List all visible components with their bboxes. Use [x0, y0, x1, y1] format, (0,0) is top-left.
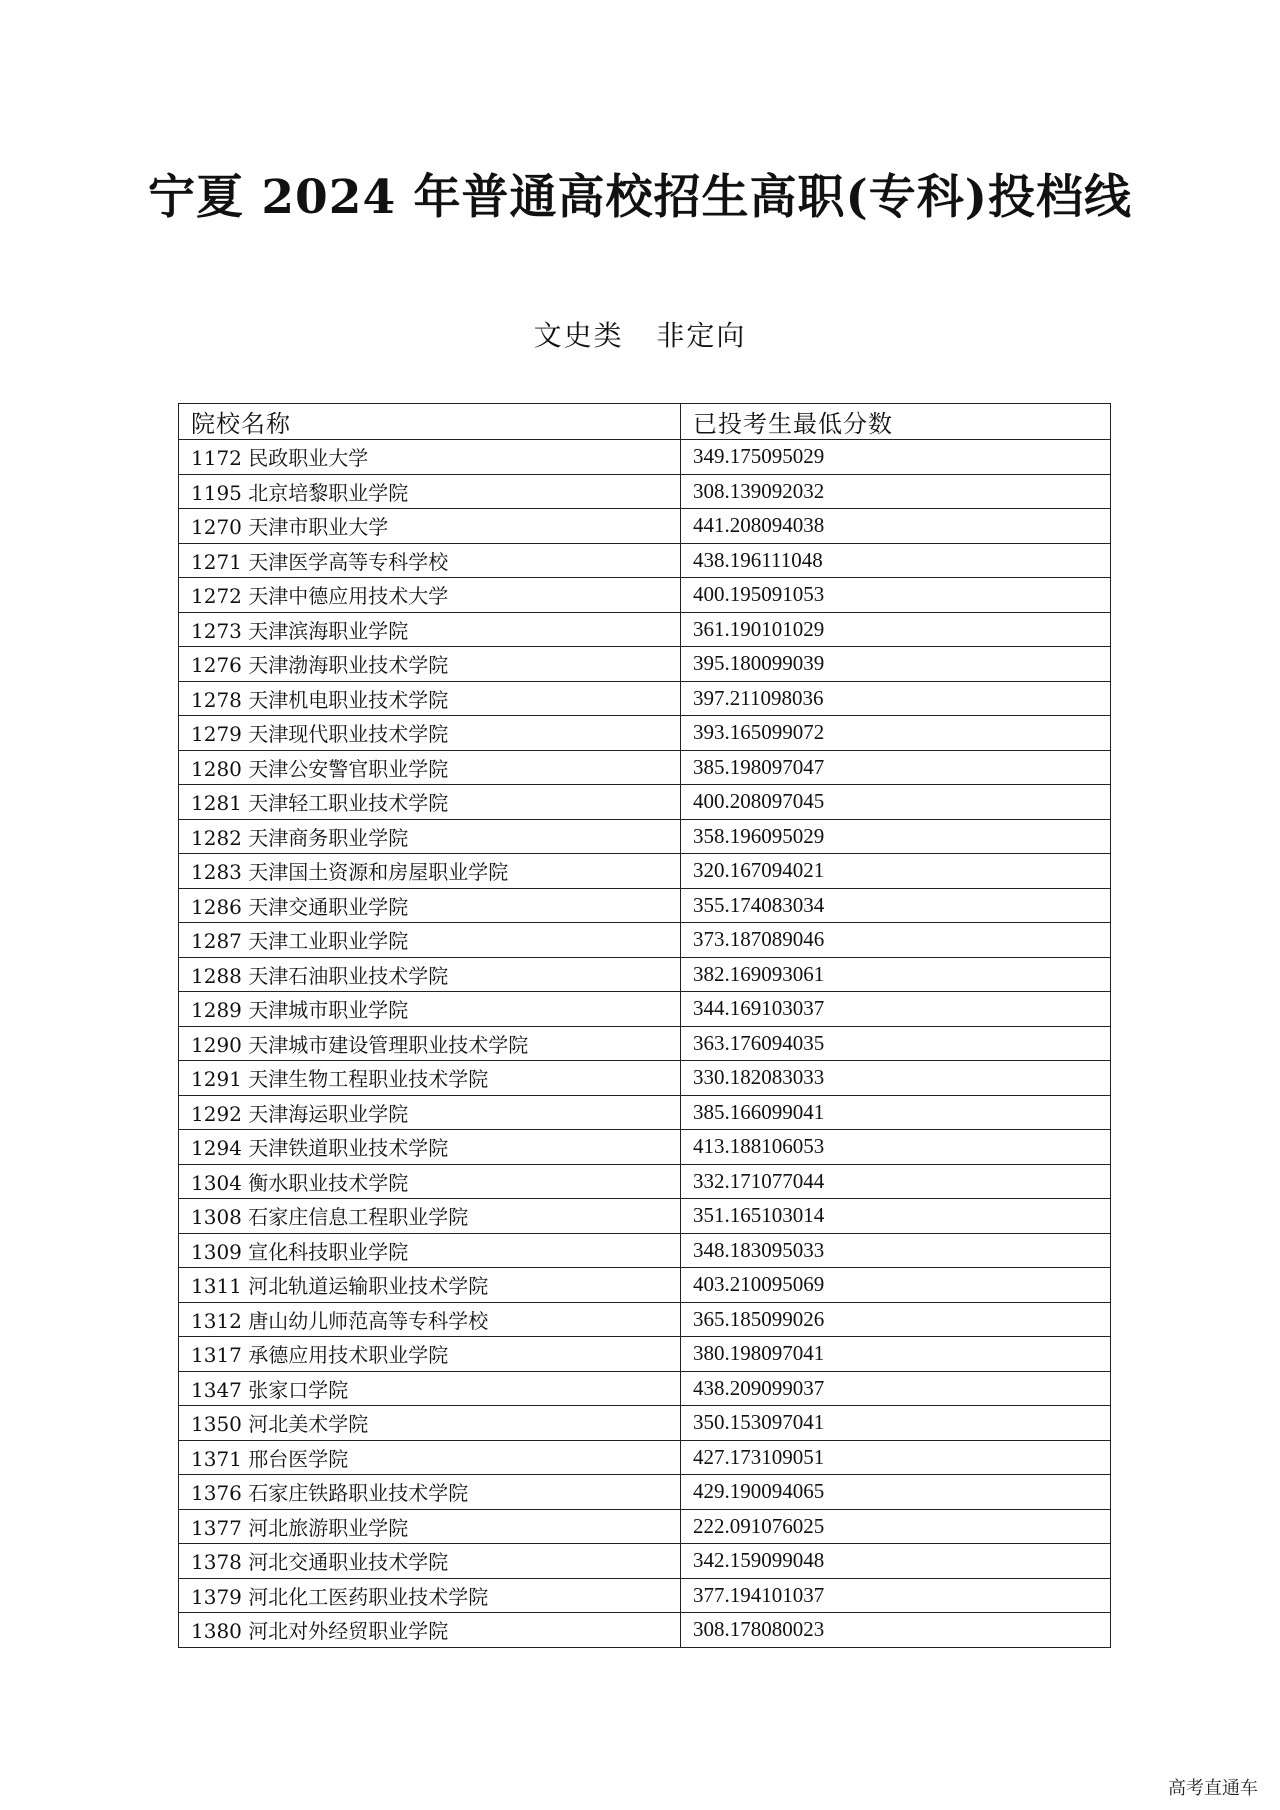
school-cell: 1276 天津渤海职业技术学院 [179, 647, 681, 682]
table-row [179, 1164, 1111, 1199]
table-row [179, 992, 1111, 1027]
min-score-cell: 349.175095029 [681, 440, 1111, 475]
school-cell: 1309 宣化科技职业学院 [179, 1233, 681, 1268]
school-cell: 1380 河北对外经贸职业学院 [179, 1613, 681, 1648]
table-row [179, 1233, 1111, 1268]
school-cell: 1317 承德应用技术职业学院 [179, 1337, 681, 1372]
min-score-cell: 344.169103037 [681, 992, 1111, 1027]
table-row [179, 923, 1111, 958]
school-cell: 1308 石家庄信息工程职业学院 [179, 1199, 681, 1234]
table-row [179, 957, 1111, 992]
table-row [179, 1371, 1111, 1406]
min-score-cell: 363.176094035 [681, 1026, 1111, 1061]
school-cell: 1280 天津公安警官职业学院 [179, 750, 681, 785]
min-score-cell: 403.210095069 [681, 1268, 1111, 1303]
min-score-cell: 342.159099048 [681, 1544, 1111, 1579]
table-row [179, 1578, 1111, 1613]
table-row [179, 1544, 1111, 1579]
page-title: 宁夏 2024 年普通高校招生高职(专科)投档线 [147, 170, 1132, 225]
min-score-cell: 377.194101037 [681, 1578, 1111, 1613]
table-row [179, 1406, 1111, 1441]
school-cell: 1347 张家口学院 [179, 1371, 681, 1406]
min-score-cell: 320.167094021 [681, 854, 1111, 889]
school-cell: 1270 天津市职业大学 [179, 509, 681, 544]
school-cell: 1281 天津轻工职业技术学院 [179, 785, 681, 820]
min-score-cell: 330.182083033 [681, 1061, 1111, 1096]
school-cell: 1271 天津医学高等专科学校 [179, 543, 681, 578]
min-score-cell: 385.198097047 [681, 750, 1111, 785]
min-score-cell: 438.196111048 [681, 543, 1111, 578]
min-score-cell: 397.211098036 [681, 681, 1111, 716]
table-row [179, 578, 1111, 613]
school-cell: 1311 河北轨道运输职业技术学院 [179, 1268, 681, 1303]
school-cell: 1288 天津石油职业技术学院 [179, 957, 681, 992]
table-row [179, 1061, 1111, 1096]
school-cell: 1286 天津交通职业学院 [179, 888, 681, 923]
school-cell: 1291 天津生物工程职业技术学院 [179, 1061, 681, 1096]
school-cell: 1350 河北美术学院 [179, 1406, 681, 1441]
page-subtitle: 文史类 非定向 [533, 319, 747, 352]
table-row [179, 509, 1111, 544]
min-score-cell: 427.173109051 [681, 1440, 1111, 1475]
table-row [179, 1302, 1111, 1337]
table-row [179, 750, 1111, 785]
table-row [179, 543, 1111, 578]
min-score-cell: 348.183095033 [681, 1233, 1111, 1268]
column-header-school: 院校名称 [179, 404, 681, 440]
school-cell: 1290 天津城市建设管理职业技术学院 [179, 1026, 681, 1061]
min-score-cell: 308.139092032 [681, 474, 1111, 509]
table-row [179, 1130, 1111, 1165]
table-row [179, 1268, 1111, 1303]
table-body [179, 440, 1111, 1648]
min-score-cell: 351.165103014 [681, 1199, 1111, 1234]
school-cell: 1379 河北化工医药职业技术学院 [179, 1578, 681, 1613]
table-row [179, 888, 1111, 923]
table-row [179, 1509, 1111, 1544]
school-cell: 1195 北京培黎职业学院 [179, 474, 681, 509]
table-row [179, 1440, 1111, 1475]
table-row [179, 440, 1111, 475]
table-row [179, 1026, 1111, 1061]
school-cell: 1272 天津中德应用技术大学 [179, 578, 681, 613]
min-score-cell: 358.196095029 [681, 819, 1111, 854]
min-score-cell: 355.174083034 [681, 888, 1111, 923]
table-header-row [179, 404, 1111, 440]
table-row [179, 647, 1111, 682]
min-score-cell: 373.187089046 [681, 923, 1111, 958]
table-row [179, 1337, 1111, 1372]
table-row [179, 612, 1111, 647]
table-row [179, 854, 1111, 889]
min-score-cell: 382.169093061 [681, 957, 1111, 992]
table-row [179, 1095, 1111, 1130]
school-cell: 1304 衡水职业技术学院 [179, 1164, 681, 1199]
school-cell: 1377 河北旅游职业学院 [179, 1509, 681, 1544]
table-row [179, 785, 1111, 820]
school-cell: 1294 天津铁道职业技术学院 [179, 1130, 681, 1165]
min-score-cell: 308.178080023 [681, 1613, 1111, 1648]
min-score-cell: 438.209099037 [681, 1371, 1111, 1406]
school-cell: 1378 河北交通职业技术学院 [179, 1544, 681, 1579]
table-row [179, 1475, 1111, 1510]
score-table [178, 403, 1111, 1648]
watermark-text: 高考直通车 [1168, 1778, 1258, 1799]
min-score-cell: 413.188106053 [681, 1130, 1111, 1165]
table-row [179, 474, 1111, 509]
table-row [179, 819, 1111, 854]
column-header-min-score: 已投考生最低分数 [681, 404, 1111, 440]
school-cell: 1312 唐山幼儿师范高等专科学校 [179, 1302, 681, 1337]
school-cell: 1172 民政职业大学 [179, 440, 681, 475]
school-cell: 1282 天津商务职业学院 [179, 819, 681, 854]
min-score-cell: 350.153097041 [681, 1406, 1111, 1441]
table-row [179, 716, 1111, 751]
school-cell: 1273 天津滨海职业学院 [179, 612, 681, 647]
min-score-cell: 361.190101029 [681, 612, 1111, 647]
table-row [179, 681, 1111, 716]
school-cell: 1287 天津工业职业学院 [179, 923, 681, 958]
min-score-cell: 222.091076025 [681, 1509, 1111, 1544]
min-score-cell: 441.208094038 [681, 509, 1111, 544]
table-row [179, 1199, 1111, 1234]
school-cell: 1289 天津城市职业学院 [179, 992, 681, 1027]
school-cell: 1279 天津现代职业技术学院 [179, 716, 681, 751]
school-cell: 1283 天津国土资源和房屋职业学院 [179, 854, 681, 889]
min-score-cell: 385.166099041 [681, 1095, 1111, 1130]
table-row [179, 1613, 1111, 1648]
min-score-cell: 429.190094065 [681, 1475, 1111, 1510]
school-cell: 1376 石家庄铁路职业技术学院 [179, 1475, 681, 1510]
min-score-cell: 365.185099026 [681, 1302, 1111, 1337]
min-score-cell: 332.171077044 [681, 1164, 1111, 1199]
school-cell: 1292 天津海运职业学院 [179, 1095, 681, 1130]
min-score-cell: 395.180099039 [681, 647, 1111, 682]
min-score-cell: 400.195091053 [681, 578, 1111, 613]
min-score-cell: 380.198097041 [681, 1337, 1111, 1372]
school-cell: 1371 邢台医学院 [179, 1440, 681, 1475]
min-score-cell: 393.165099072 [681, 716, 1111, 751]
school-cell: 1278 天津机电职业技术学院 [179, 681, 681, 716]
min-score-cell: 400.208097045 [681, 785, 1111, 820]
